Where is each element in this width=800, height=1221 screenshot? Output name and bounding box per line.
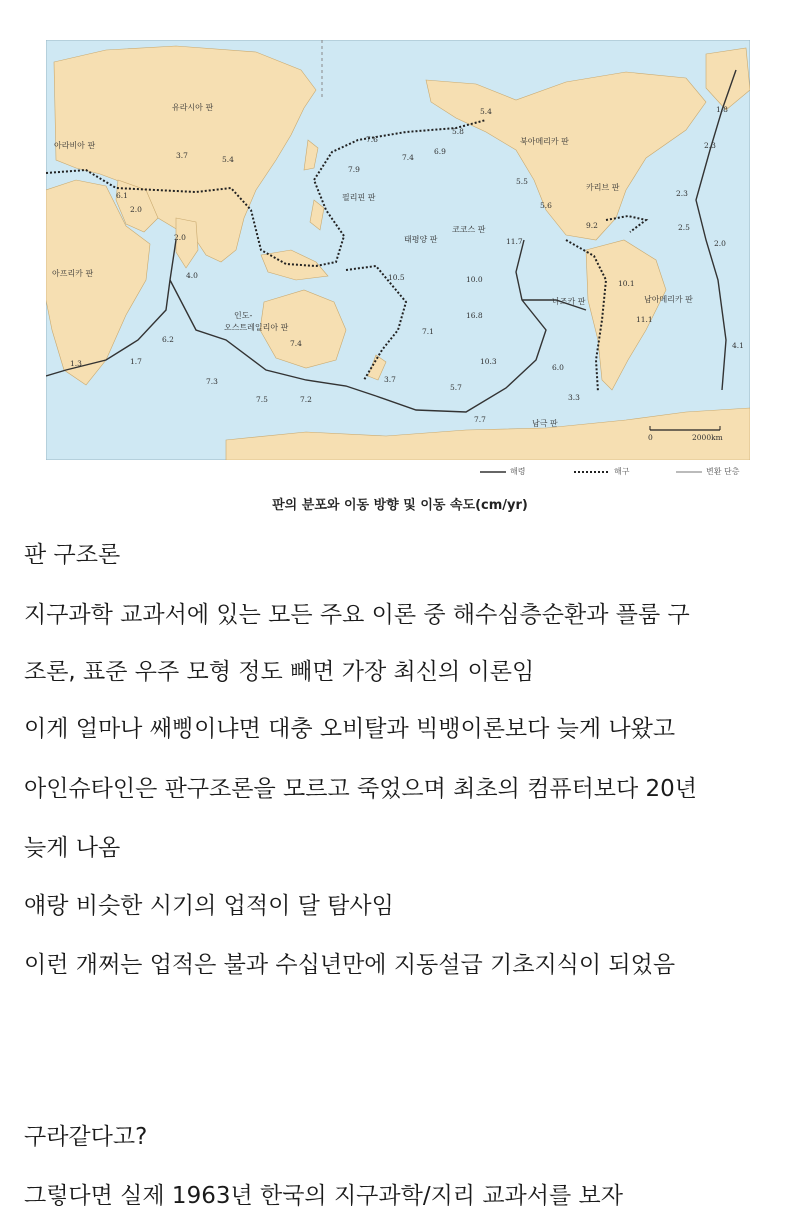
speed-label: 5.7 [450, 383, 462, 392]
speed-label: 6.0 [552, 363, 564, 372]
speed-label: 1.7 [130, 357, 142, 366]
label-philippine: 필리핀 판 [342, 193, 376, 202]
speed-label: 5.6 [540, 201, 552, 210]
speed-label: 5.8 [452, 127, 464, 136]
speed-label: 11.1 [636, 315, 653, 324]
speed-label: 7.1 [422, 327, 434, 336]
speed-label: 3.7 [384, 375, 396, 384]
speed-label: 4.1 [732, 341, 744, 350]
speed-label: 7.5 [256, 395, 268, 404]
speed-label: 4.0 [186, 271, 198, 280]
legend-trench-label: 해구 [614, 467, 630, 476]
world-map-graphic [46, 40, 750, 460]
legend-transform [676, 466, 739, 477]
speed-label: 6.1 [116, 191, 128, 200]
speed-label: 7.3 [206, 377, 218, 386]
speed-label: 2.0 [714, 239, 726, 248]
speed-label: 2.3 [676, 189, 688, 198]
speed-label: 16.8 [466, 311, 483, 320]
paragraph-line: 그렇다면 실제 1963년 한국의 지구과학/지리 교과서를 보자 [24, 1183, 623, 1209]
paragraph-line: 구라같다고? [24, 1124, 148, 1150]
legend-transform-label: 변환 단층 [706, 467, 740, 476]
paragraph-line: 조론, 표준 우주 모형 정도 빼면 가장 최신의 이론임 [24, 659, 535, 685]
speed-label: 5.5 [516, 177, 528, 186]
label-cocos: 코코스 판 [452, 225, 486, 234]
transform-line-icon [676, 469, 702, 475]
speed-label: 3.7 [176, 151, 188, 160]
trench-line-icon [574, 469, 610, 475]
paragraph-line: 지구과학 교과서에 있는 모든 주요 이론 중 해수심층순환과 플룸 구 [24, 602, 690, 628]
speed-label: 5.4 [222, 155, 234, 164]
speed-label: 9.2 [586, 221, 598, 230]
label-caribbean: 카리브 판 [586, 183, 620, 192]
plate-tectonics-map [46, 40, 750, 460]
label-south-america: 남아메리카 판 [644, 295, 693, 304]
speed-label: 1.8 [716, 105, 728, 114]
speed-label: 7.4 [402, 153, 414, 162]
speed-label: 10.3 [480, 357, 497, 366]
figure-caption: 판의 분포와 이동 방향 및 이동 속도(cm/yr) [272, 498, 528, 513]
paragraph-line: 늦게 나옴 [24, 835, 121, 861]
legend-ridge-label: 해령 [510, 467, 526, 476]
speed-label: 10.1 [618, 279, 635, 288]
scale-distance: 2000km [692, 433, 723, 442]
speed-label: 2.0 [130, 205, 142, 214]
label-africa: 아프리카 판 [52, 269, 94, 278]
speed-label: 5.4 [480, 107, 492, 116]
paragraph-line: 아인슈타인은 판구조론을 모르고 죽었으며 최초의 컴퓨터보다 20년 [24, 776, 698, 802]
label-pacific: 태평양 판 [404, 235, 438, 244]
paragraph-line: 얘랑 비슷한 시기의 업적이 달 탐사임 [24, 893, 394, 919]
speed-label: 2.0 [174, 233, 186, 242]
legend-trench [574, 466, 629, 477]
speed-label: 2.5 [678, 223, 690, 232]
scale-zero: 0 [648, 433, 653, 442]
speed-label: 2.3 [704, 141, 716, 150]
speed-label: 6.9 [434, 147, 446, 156]
speed-label: 7.7 [474, 415, 486, 424]
label-indo-australia-2: 오스트레일리아 판 [224, 323, 289, 332]
label-arabia: 아라비아 판 [54, 141, 96, 150]
speed-label: 10.5 [388, 273, 405, 282]
paragraph-line: 이런 개쩌는 업적은 불과 수십년만에 지동설급 기초지식이 되었음 [24, 952, 676, 978]
paragraph-title: 판 구조론 [24, 542, 121, 568]
speed-label: 11.7 [506, 237, 523, 246]
speed-label: 6.2 [162, 335, 174, 344]
speed-label: 7.6 [366, 135, 378, 144]
label-indo-australia-1: 인도- [234, 311, 253, 320]
paragraph-line: 이게 얼마나 쌔삥이냐면 대충 오비탈과 빅뱅이론보다 늦게 나왔고 [24, 716, 676, 742]
label-nazca: 나즈카 판 [552, 297, 586, 306]
speed-label: 3.3 [568, 393, 580, 402]
speed-label: 10.0 [466, 275, 483, 284]
map-legend [480, 466, 780, 480]
speed-label: 7.9 [348, 165, 360, 174]
speed-label: 7.4 [290, 339, 302, 348]
speed-label: 1.3 [70, 359, 82, 368]
label-north-america: 북아메리카 판 [520, 137, 569, 146]
ridge-line-icon [480, 469, 506, 475]
legend-ridge [480, 466, 525, 477]
label-eurasia: 유라시아 판 [172, 103, 214, 112]
speed-label: 7.2 [300, 395, 312, 404]
label-antarctic: 남극 판 [532, 419, 558, 428]
